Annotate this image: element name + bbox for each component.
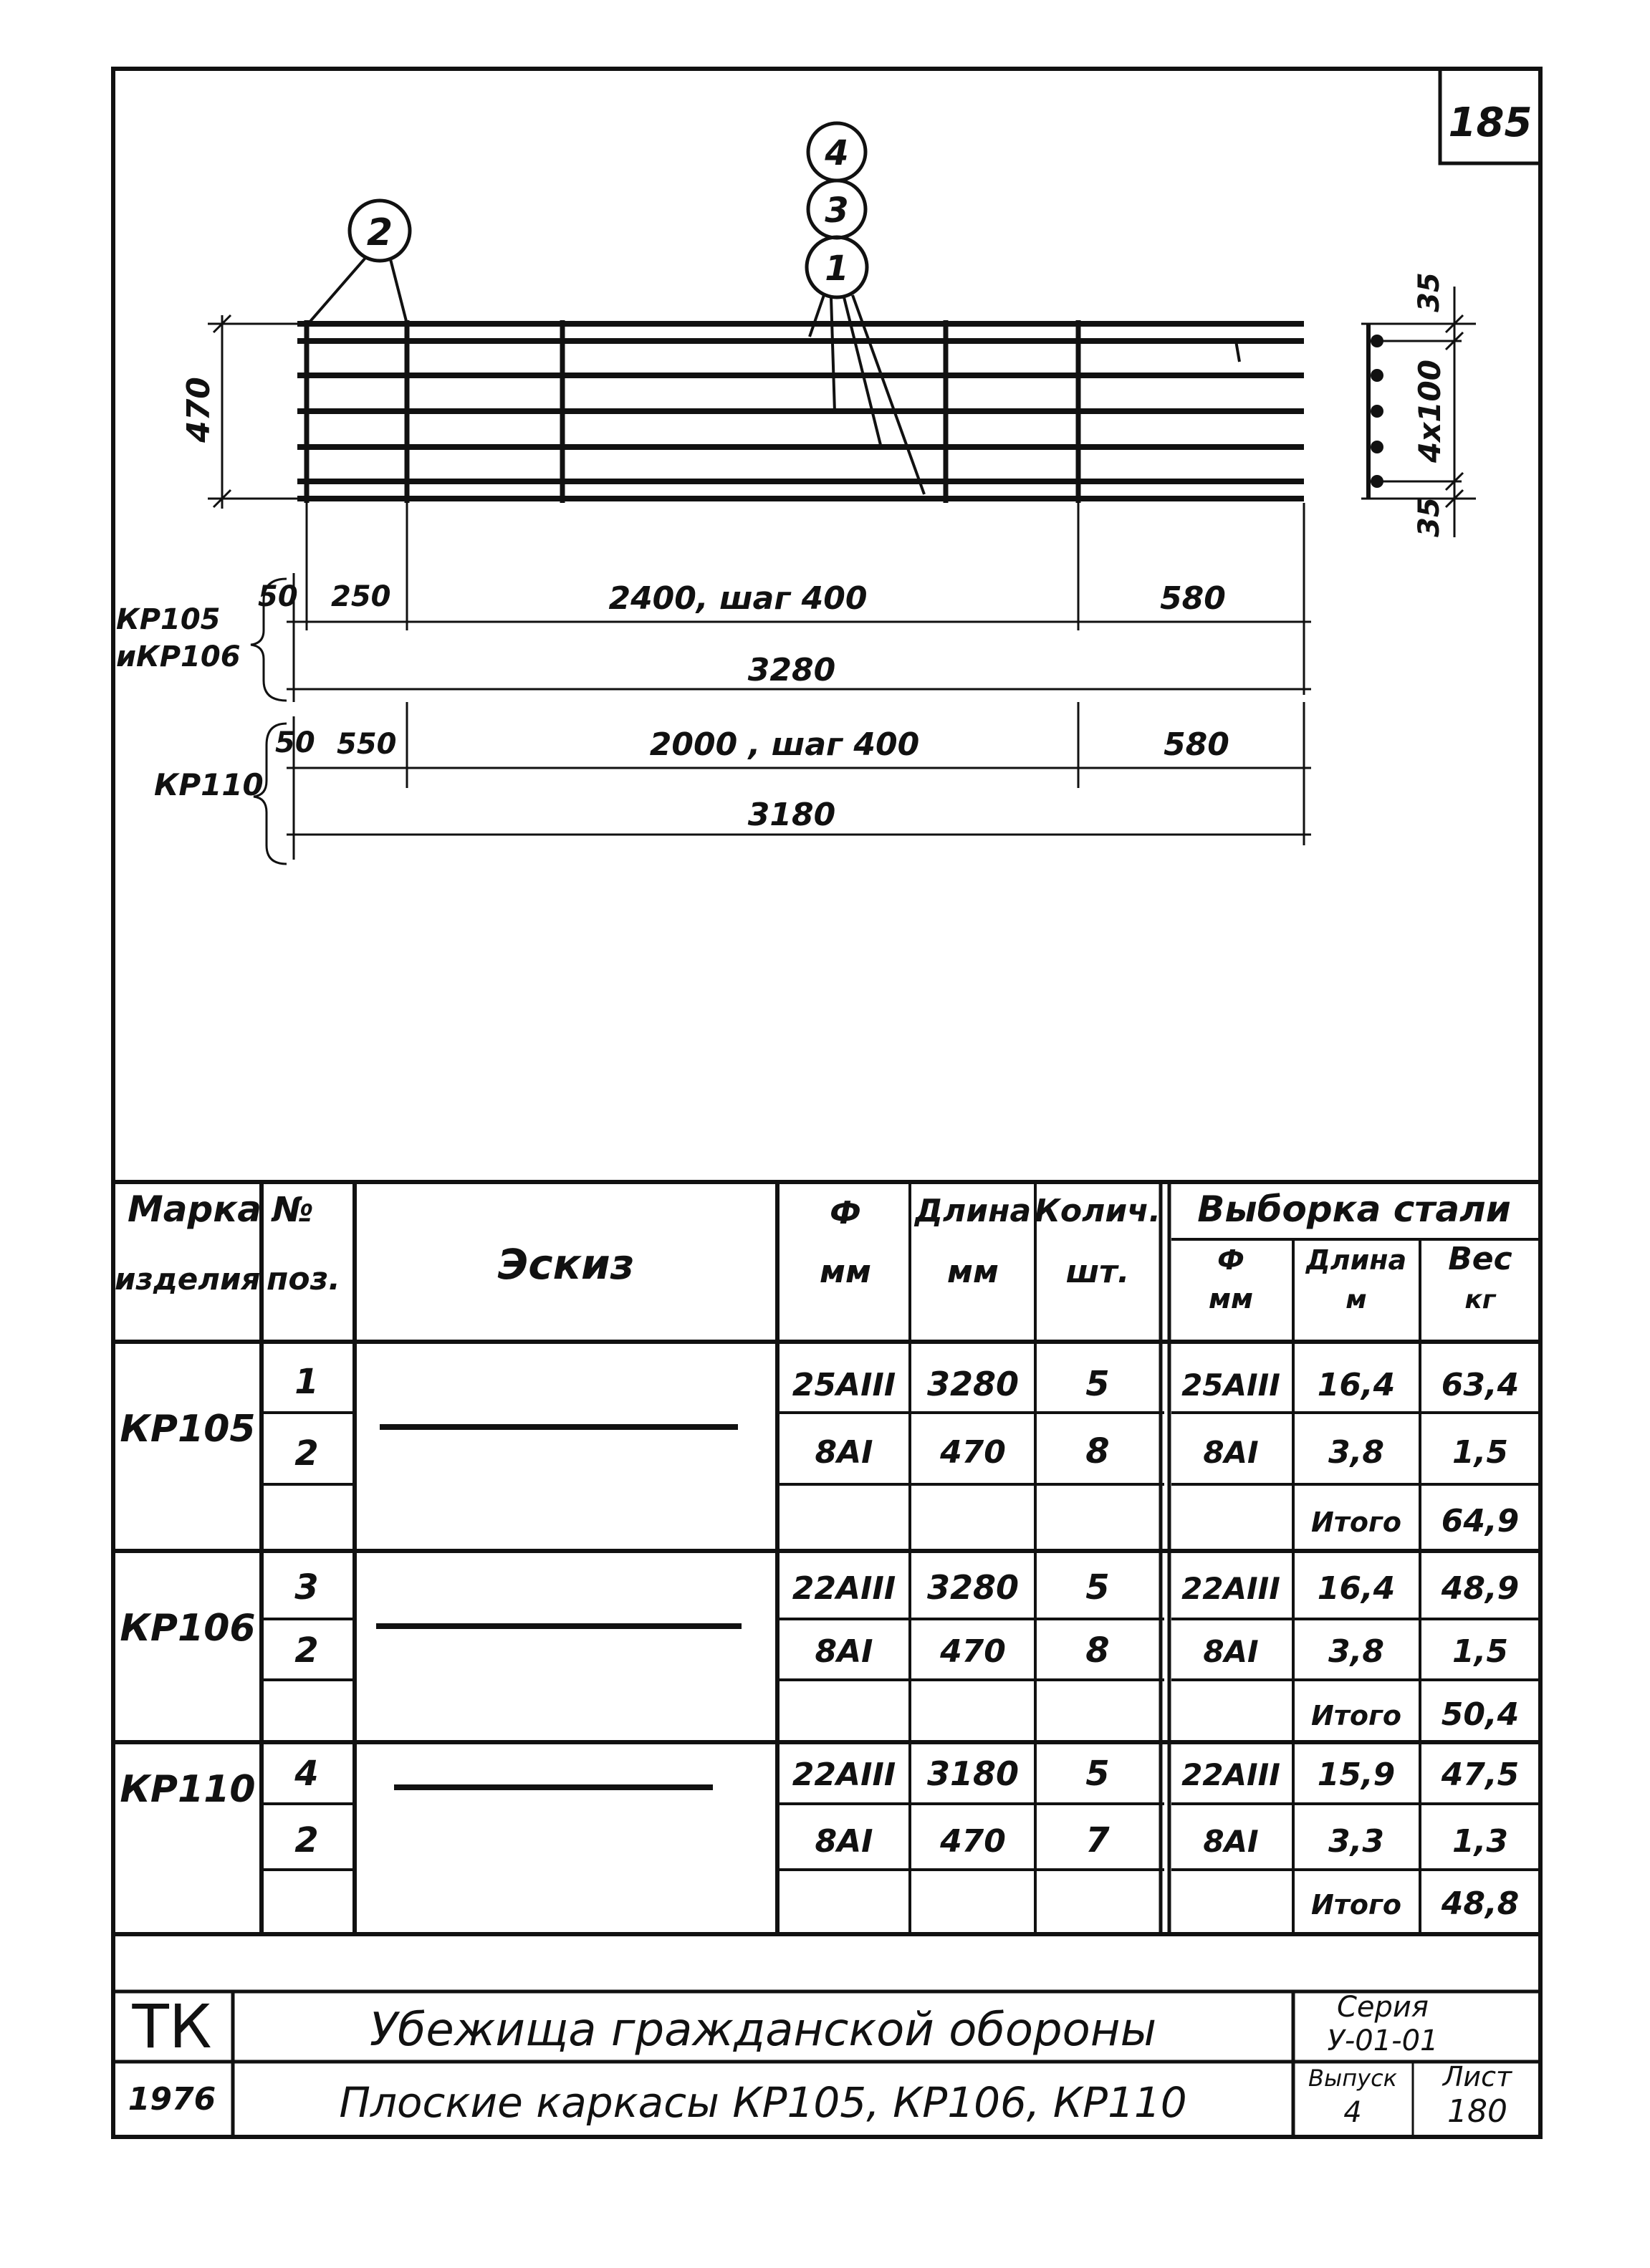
org-code: ТК — [132, 1991, 212, 2062]
callout-pos-3 — [808, 181, 865, 238]
svg-text:7: 7 — [1085, 1820, 1110, 1860]
svg-text:2: 2 — [294, 1433, 319, 1474]
svg-text:3: 3 — [825, 191, 849, 231]
svg-text:2: 2 — [366, 211, 393, 254]
svg-text:Итого: Итого — [1311, 1889, 1401, 1921]
svg-text:470: 470 — [940, 1434, 1006, 1471]
svg-text:3: 3 — [294, 1567, 319, 1608]
svg-text:50,4: 50,4 — [1441, 1696, 1520, 1733]
svg-text:1: 1 — [825, 249, 849, 289]
svg-text:м: м — [1346, 1285, 1367, 1315]
svg-text:16,4: 16,4 — [1317, 1367, 1396, 1403]
svg-text:2400, шаг 400: 2400, шаг 400 — [608, 580, 868, 617]
svg-text:50: 50 — [258, 580, 298, 613]
svg-text:4: 4 — [294, 1754, 319, 1794]
svg-text:Длина: Длина — [1305, 1244, 1407, 1276]
svg-text:Вес: Вес — [1448, 1241, 1512, 1277]
svg-text:63,4: 63,4 — [1441, 1367, 1520, 1403]
svg-text:Ф: Ф — [830, 1195, 861, 1231]
sheet-label: Лист — [1442, 2061, 1512, 2092]
svg-text:3,8: 3,8 — [1328, 1633, 1384, 1670]
group-mark-kp105: КР105 — [120, 1408, 256, 1451]
sheet-number-box — [1440, 69, 1540, 163]
svg-text:3,8: 3,8 — [1328, 1434, 1384, 1471]
header-steel: Выборка стали — [1197, 1188, 1511, 1230]
dimension-row-kp110 — [154, 702, 1311, 864]
svg-text:1,3: 1,3 — [1452, 1823, 1508, 1860]
svg-text:1,5: 1,5 — [1452, 1633, 1508, 1670]
svg-text:3180: 3180 — [926, 1754, 1020, 1793]
callout-pos-4 — [808, 123, 865, 181]
svg-text:мм: мм — [820, 1254, 871, 1290]
svg-text:35: 35 — [1413, 497, 1446, 537]
svg-text:48,9: 48,9 — [1441, 1570, 1520, 1607]
dimension-row-kp105-106 — [116, 503, 1311, 702]
header-mark-line2: изделия — [115, 1262, 261, 1297]
spec-table — [113, 1182, 1540, 1991]
svg-text:35: 35 — [1413, 272, 1446, 312]
svg-text:8: 8 — [1085, 1431, 1110, 1471]
header-pos-line1: № — [272, 1190, 314, 1230]
header-mark-line1: Марка — [128, 1188, 262, 1230]
svg-text:8АI: 8АI — [815, 1823, 873, 1860]
section-view — [1361, 272, 1476, 537]
callout-pos-2 — [308, 201, 410, 324]
svg-text:3280: 3280 — [926, 1568, 1020, 1607]
svg-text:2: 2 — [294, 1630, 319, 1671]
svg-text:470: 470 — [940, 1823, 1006, 1860]
svg-text:64,9: 64,9 — [1441, 1503, 1520, 1539]
svg-text:Колич.: Колич. — [1034, 1193, 1161, 1229]
svg-text:Итого: Итого — [1311, 1507, 1401, 1538]
svg-text:Длина: Длина — [914, 1193, 1032, 1229]
svg-text:2000 , шаг 400: 2000 , шаг 400 — [649, 726, 920, 763]
series-label: Серия — [1337, 1991, 1429, 2024]
svg-text:50: 50 — [275, 726, 315, 759]
svg-text:22АIII: 22АIII — [1181, 1757, 1280, 1792]
svg-text:3,3: 3,3 — [1328, 1823, 1384, 1860]
issue-value: 4 — [1343, 2096, 1362, 2129]
svg-text:8АI: 8АI — [1203, 1435, 1259, 1470]
year: 1976 — [128, 2081, 216, 2118]
height-dimension — [181, 315, 301, 509]
svg-text:22АIII: 22АIII — [792, 1570, 896, 1607]
series-value: У-01-01 — [1327, 2024, 1439, 2057]
group-mark-kp110: КР110 — [120, 1768, 256, 1811]
callout-pos-1 — [807, 237, 924, 494]
svg-text:КР105: КР105 — [116, 603, 221, 636]
svg-text:22АIII: 22АIII — [792, 1757, 896, 1793]
svg-text:шт.: шт. — [1065, 1254, 1130, 1290]
svg-text:4: 4 — [825, 133, 849, 173]
svg-text:1: 1 — [294, 1362, 319, 1402]
svg-text:8АI: 8АI — [815, 1434, 873, 1471]
svg-text:мм: мм — [1208, 1283, 1254, 1315]
svg-text:Итого: Итого — [1311, 1700, 1401, 1731]
sheet-number: 185 — [1448, 100, 1533, 146]
title-line-1: Убежища гражданской обороны — [369, 2004, 1157, 2057]
svg-text:580: 580 — [1164, 726, 1229, 763]
svg-text:кг: кг — [1464, 1285, 1496, 1315]
svg-text:25АIII: 25АIII — [1181, 1368, 1280, 1403]
svg-text:КР110: КР110 — [154, 767, 264, 802]
title-line-2: Плоские каркасы КР105, КР106, КР110 — [339, 2078, 1187, 2127]
svg-text:15,9: 15,9 — [1317, 1757, 1396, 1793]
svg-text:Ф: Ф — [1217, 1244, 1244, 1276]
group-mark-kp106: КР106 — [120, 1607, 256, 1650]
svg-text:8АI: 8АI — [815, 1633, 873, 1670]
svg-text:22АIII: 22АIII — [1181, 1571, 1280, 1606]
svg-text:580: 580 — [1160, 580, 1226, 617]
svg-text:3180: 3180 — [747, 797, 836, 833]
svg-text:25АIII: 25АIII — [792, 1367, 896, 1403]
svg-text:8АI: 8АI — [1203, 1824, 1259, 1859]
sheet-value: 180 — [1447, 2093, 1507, 2130]
svg-text:5: 5 — [1085, 1364, 1110, 1404]
svg-text:8: 8 — [1085, 1630, 1110, 1671]
issue-label: Выпуск — [1308, 2065, 1397, 2092]
svg-text:470: 470 — [940, 1633, 1006, 1670]
svg-text:3280: 3280 — [926, 1365, 1020, 1403]
svg-text:470: 470 — [181, 377, 217, 443]
svg-text:47,5: 47,5 — [1441, 1757, 1520, 1793]
svg-text:1,5: 1,5 — [1452, 1434, 1508, 1471]
svg-text:5: 5 — [1085, 1567, 1110, 1608]
svg-text:4x100: 4x100 — [1412, 360, 1447, 463]
header-pos-line2: поз. — [267, 1261, 340, 1297]
svg-text:550: 550 — [337, 728, 397, 761]
svg-text:48,8: 48,8 — [1441, 1885, 1520, 1922]
svg-text:250: 250 — [331, 580, 391, 613]
svg-text:мм: мм — [947, 1254, 999, 1290]
svg-text:8АI: 8АI — [1203, 1634, 1259, 1669]
svg-text:2: 2 — [294, 1820, 319, 1860]
svg-text:3280: 3280 — [747, 652, 836, 688]
title-block — [113, 1991, 1540, 2137]
svg-text:иКР106: иКР106 — [116, 640, 241, 673]
svg-text:16,4: 16,4 — [1317, 1570, 1396, 1607]
frame-elevation — [297, 320, 1304, 503]
svg-text:5: 5 — [1085, 1754, 1110, 1794]
header-sketch: Эскиз — [497, 1240, 635, 1289]
